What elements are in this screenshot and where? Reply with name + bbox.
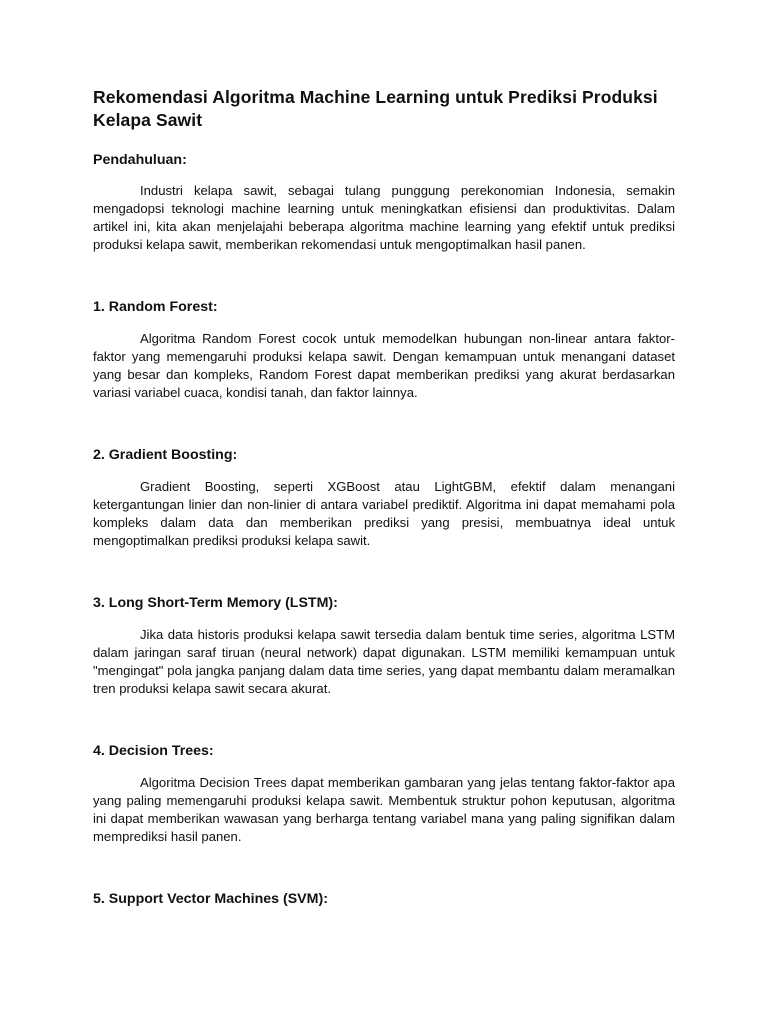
intro-paragraph: Industri kelapa sawit, sebagai tulang punggung perekonomian Indonesia, semakin mengadopsi teknologi machine learning untuk meningkatkan efisiensi dan produktivitas. Dalam artikel ini, kita akan menjelajahi beberapa algoritma machine learning yang efektif untuk prediksi produksi kelapa sawit, memberikan rekomendasi untuk mengoptimalkan hasil panen. (93, 183, 675, 252)
section-heading: 5. Support Vector Machines (SVM): (93, 891, 328, 907)
section-random-forest (93, 298, 675, 402)
section-heading: 3. Long Short-Term Memory (LSTM): (93, 595, 338, 611)
document-body (93, 86, 675, 922)
section-heading: 1. Random Forest: (93, 299, 218, 315)
section-paragraph: Jika data historis produksi kelapa sawit tersedia dalam bentuk time series, algoritma LSTM dalam jaringan saraf tiruan (neural network) dapat digunakan. LSTM memiliki kemampuan untuk "mengingat" pola jangka panjang dalam data time series, yang dapat membantu dalam meramalkan tren produksi kelapa sawit secara akurat. (93, 627, 675, 696)
section-decision-trees (93, 742, 675, 846)
section-heading: 4. Decision Trees: (93, 743, 214, 759)
section-lstm (93, 594, 675, 698)
section-heading: 2. Gradient Boosting: (93, 447, 238, 463)
section-paragraph: Algoritma Random Forest cocok untuk memodelkan hubungan non-linear antara faktor-faktor yang memengaruhi produksi kelapa sawit. Dengan kemampuan untuk menangani dataset yang besar dan kompleks, Random Forest dapat memberikan prediksi yang akurat berdasarkan variasi variabel cuaca, kondisi tanah, dan faktor lainnya. (93, 331, 675, 400)
section-paragraph: Algoritma Decision Trees dapat memberikan gambaran yang jelas tentang faktor-faktor apa yang paling memengaruhi produksi kelapa sawit. Membentuk struktur pohon keputusan, algoritma ini dapat memberikan wawasan yang berharga tentang variabel mana yang paling signifikan dalam memprediksi hasil panen. (93, 775, 675, 844)
section-svm (93, 890, 675, 908)
document-title: Rekomendasi Algoritma Machine Learning untuk Prediksi Produksi Kelapa Sawit (93, 87, 658, 130)
section-paragraph: Gradient Boosting, seperti XGBoost atau LightGBM, efektif dalam menangani ketergantungan linier dan non-linier di antara variabel prediktif. Algoritma ini dapat memahami pola kompleks dalam data dan memberikan prediksi yang presisi, membuatnya ideal untuk mengoptimalkan prediksi produksi kelapa sawit. (93, 479, 675, 548)
intro-heading: Pendahuluan: (93, 152, 187, 168)
section-gradient-boosting (93, 446, 675, 550)
